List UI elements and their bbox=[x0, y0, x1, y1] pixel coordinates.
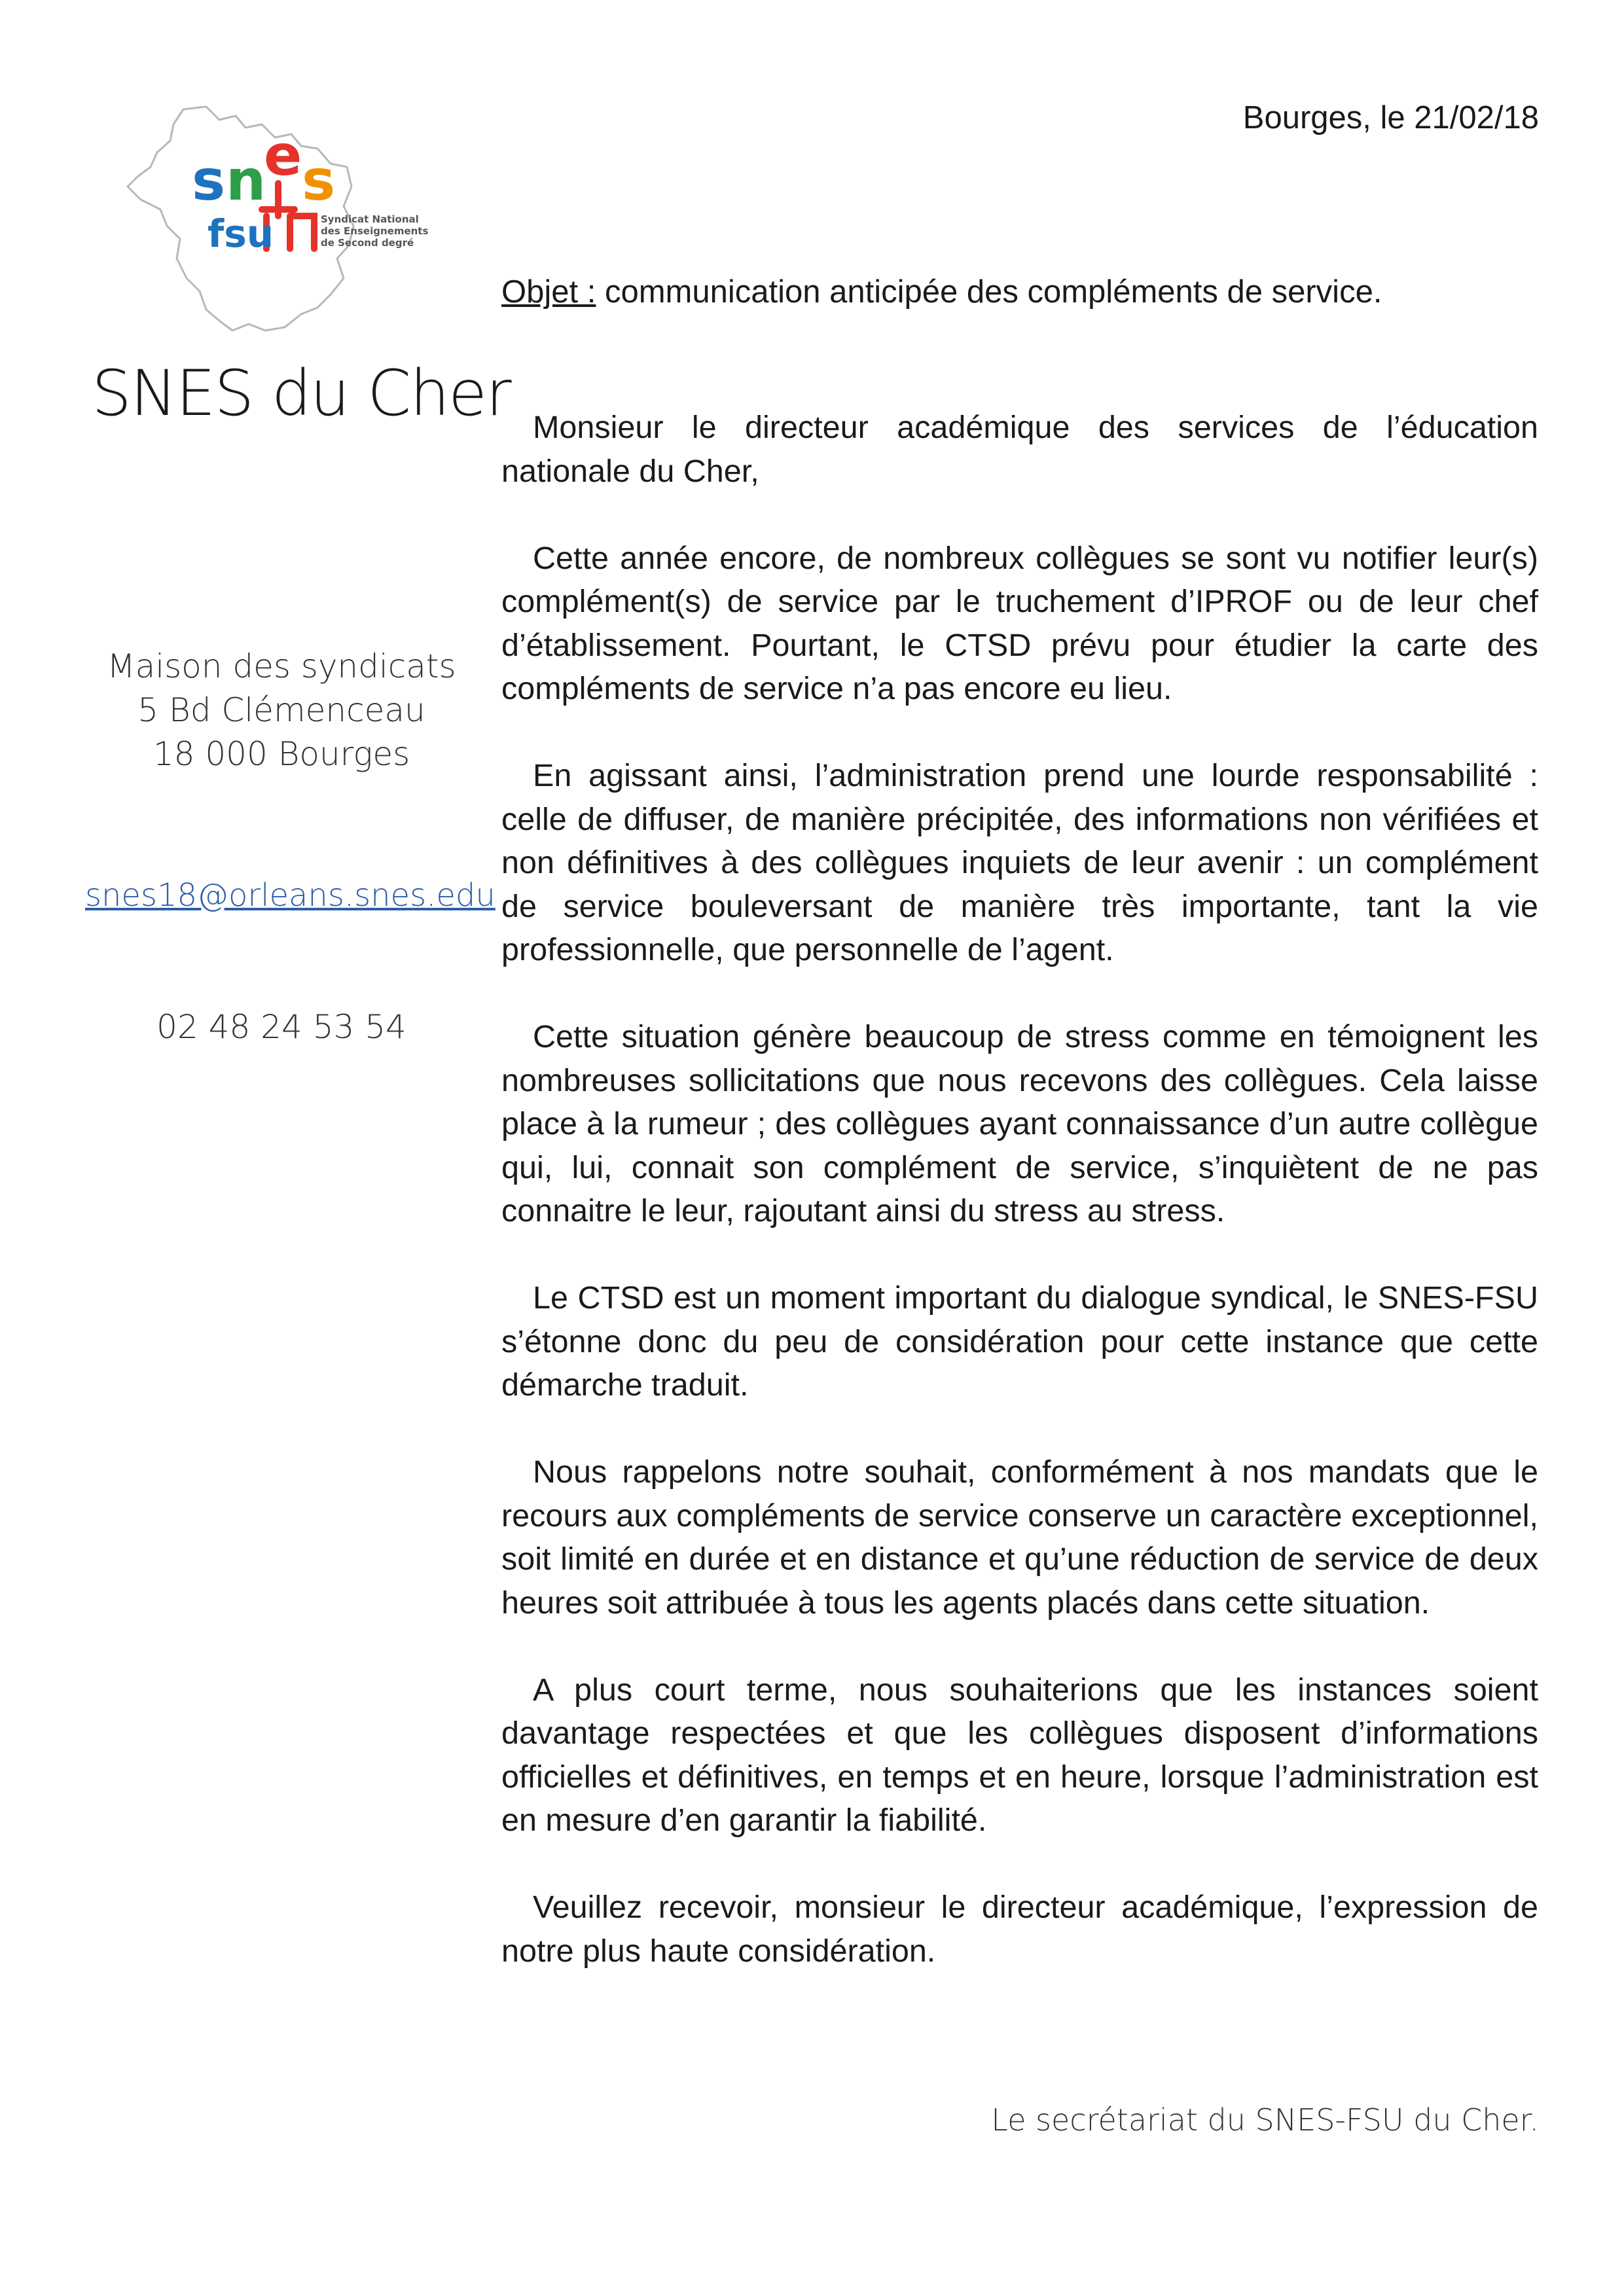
subject-text: communication anticipée des compléments de service. bbox=[596, 274, 1382, 310]
closing-paragraph: Veuillez recevoir, monsieur le directeur académique, l’expression de notre plus haute considération. bbox=[501, 1890, 1538, 1969]
address-line: 18 000 Bourges bbox=[153, 735, 410, 773]
body-paragraph: Cette année encore, de nombreux collègues se sont vu notifier leur(s) complément(s) de service par le truchement d’IPROF ou de leur chef d’établissement. Pourtant, le CTSD prévu pour étudier la carte des compléments de service n’a pas encore eu lieu. bbox=[501, 540, 1538, 706]
snes-fsu-logo bbox=[121, 101, 461, 344]
body-paragraph: Cette situation génère beaucoup de stress comme en témoignent les nombreuses sollicitations que nous recevons des collègues. Cela laisse place à la rumeur ; des collègues ayant connaissance d’un autre collègue qui, lui, connait son complément de service, s’inquiètent de ne pas connaitre le leur, rajoutant ainsi du stress au stress. bbox=[501, 1019, 1538, 1229]
salutation-paragraph: Monsieur le directeur académique des services de l’éducation nationale du Cher, bbox=[501, 410, 1538, 489]
signature: Le secrétariat du SNES-FSU du Cher. bbox=[991, 2102, 1539, 2138]
place-date: Bourges, le 21/02/18 bbox=[1242, 100, 1539, 135]
logo-letter-s2: s bbox=[302, 148, 336, 213]
logo-fsu: fsu bbox=[208, 211, 274, 256]
address-line: 5 Bd Clémenceau bbox=[137, 691, 425, 729]
sender-email-link[interactable]: snes18@orleans.snes.edu bbox=[85, 877, 496, 914]
logo-tagline-2: des Enseignements bbox=[321, 225, 429, 237]
sender-phone: 02 48 24 53 54 bbox=[156, 1008, 406, 1046]
body-paragraph: Nous rappelons notre souhait, conformément à nos mandats que le recours aux compléments de service conserve un caractère exceptionnel, soit limité en durée et en distance et qu’une réduction de service de deux heures soit attribuée à tous les agents placés dans cette situation. bbox=[501, 1454, 1538, 1621]
logo-tagline-1: Syndicat National bbox=[321, 213, 419, 225]
logo-letter-s1: s bbox=[192, 148, 226, 213]
letter-subject bbox=[501, 274, 1382, 310]
logo-letter-e: e bbox=[264, 123, 302, 188]
logo-letter-n: n bbox=[226, 148, 266, 213]
address-line: Maison des syndicats bbox=[107, 647, 456, 685]
body-paragraph: A plus court terme, nous souhaiterions que les instances soient davantage respectées et que les collègues disposent d’informations officielles et définitives, en temps et en heure, lorsque l’administration est en mesure d’en garantir la fiabilité. bbox=[501, 1672, 1538, 1838]
body-paragraph: Le CTSD est un moment important du dialogue syndical, le SNES-FSU s’étonne donc du peu de considération pour cette instance que cette démarche traduit. bbox=[501, 1280, 1538, 1403]
letter-body bbox=[501, 406, 1538, 2017]
sender-address bbox=[85, 645, 478, 776]
body-paragraph: En agissant ainsi, l’administration prend une lourde responsabilité : celle de diffuser, de manière précipitée, des informations non vérifiées et non définitives à des collègues inquiets de leur avenir : un complément de service bouleversant de manière très importante, tant la vie professionnelle, que personnelle de l’agent. bbox=[501, 758, 1538, 967]
sender-name: SNES du Cher bbox=[92, 357, 511, 430]
subject-label: Objet : bbox=[501, 274, 596, 310]
logo-tagline-3: de Second degré bbox=[321, 237, 414, 249]
